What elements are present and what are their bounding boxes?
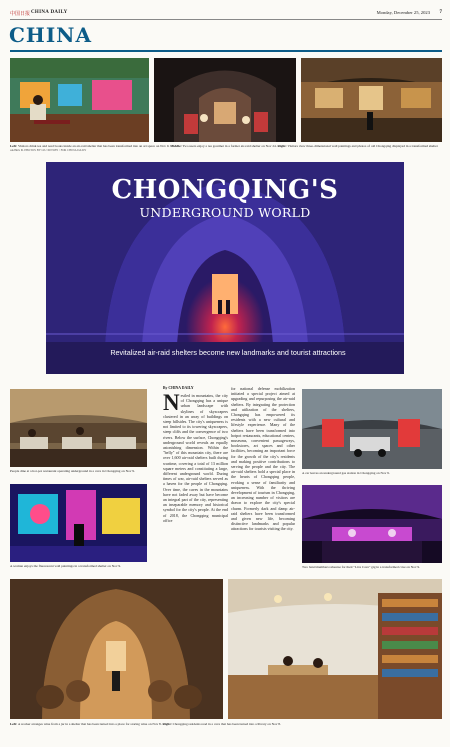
masthead-rule xyxy=(10,19,442,20)
caption-middle-text: Two users enjoy a tea gourmet in a former air-raid shelter on Nov 24. xyxy=(182,144,277,148)
caption-right-label: Right: xyxy=(277,144,287,148)
hero-title-line2: UNDERGROUND WORLD xyxy=(139,205,311,220)
caption-middle-label: Middle: xyxy=(170,144,182,148)
page-number: 7 xyxy=(439,10,442,15)
photo-live-cave-band xyxy=(302,485,442,563)
bottom-caption-right-text: Chongqing residents read in a cave that has been turned into a library on Nov 8. xyxy=(172,722,281,726)
bottom-caption-left-text: A worker arranges wine from a jar in a shelter that has been turned into a place for storing wine on Nov 8. xyxy=(17,722,162,726)
hero-title-line1: CHONGQING'S xyxy=(111,175,339,205)
caption-left-text: Visitors drink tea and read books inside an air-raid shelter that has been transformed into an art space on Nov 9. xyxy=(17,144,170,148)
photo-cave-library xyxy=(228,579,442,719)
photo-credit: PHOTOS BY LIU XINWEI / FOR CHINA DAILY xyxy=(24,148,87,153)
bottom-photo-caption xyxy=(10,722,442,726)
right-caption-2: Two band members rehearse for their "Live Cave" gig in a transformed cave on Nov 9. xyxy=(302,565,420,569)
right-caption-1: A car leaves an underground gas station in Chongqing on Nov 9. xyxy=(302,471,390,475)
hero-subtitle: Revitalized air-raid shelters become new landmarks and tourist attractions xyxy=(110,348,346,357)
byline: By CHINA DAILY xyxy=(163,386,194,390)
article-column-2 xyxy=(231,386,295,575)
section-rule xyxy=(10,50,442,52)
photo-tea-gourmet xyxy=(154,58,296,142)
caption-right-text: Visitors view three-dimensional wall paintings and photos of old Chongqing displayed in a transformed shelter on Nov 9. xyxy=(10,144,438,153)
article-text-col2: for national defense mobilization initiated a special project aimed at upgrading and repurposing the air-raid shelters. By integrating the protection and utilization of the shelters, Chongqing has empowered its residents with a new cultural and lifestyle experience. Many of the shelters have been transformed into hotpot restaurants, educational centers, museums, convenient passageways, bookstores, art spaces and other facilities, becoming an important force for the growth of the city's residents and making positive contributions to serving the people and the city. The air-raid shelters hold a special place in the hearts of Chongqing people, evoking a sense of familiarity and uniqueness. With the thriving development of tourism in Chongqing, an increasing number of visitors are drawn to explore the city's special charm. Formerly dark and damp air-raid shelters have been transformed and given new life, becoming distinctive landmarks and popular attractions for tourists visiting the city. xyxy=(231,386,295,532)
left-caption-1: People dine at a hot-pot restaurant operating underground in a cave in Chongqing on Nov 9. xyxy=(10,469,135,473)
left-caption-2: A woman enjoys the fluorescent wall paintings in a transformed shelter on Nov 9. xyxy=(10,564,121,568)
top-photo-caption xyxy=(10,144,442,152)
bottom-caption-left-label: Left: xyxy=(10,722,18,726)
bottom-caption-right-label: Right: xyxy=(162,722,172,726)
masthead-logo-en: CHINA DAILY xyxy=(31,10,68,15)
article-column-1 xyxy=(163,393,228,575)
photo-underground-gas-station xyxy=(302,389,442,469)
photo-art-space-tea xyxy=(10,58,149,142)
section-title: CHINA xyxy=(9,23,92,47)
photo-3d-wall-paintings xyxy=(301,58,442,142)
dropcap: N xyxy=(163,393,180,415)
masthead-logo-cn: 中国日报 xyxy=(10,12,31,17)
photo-fluorescent-paintings xyxy=(10,484,147,562)
article-text-col1: estled in mountains, the city of Chongqing has a unique urban landscape with skylines of skyscrapers clustered in an array of buildings on steep hillsides. The city's uniqueness is not limited to its towering skyscrapers, steep cliffs and the convergence of two rivers. Below the surface, Chongqing's underground world reveals an equally astonishing dimension. Within the "belly" of this mountain city, there are over 1,600 air-raid shelters built during wartime, covering a total of 13 million square meters and constituting a large, different underground world. During times of war, air-raid shelters served as a haven for the people of Chongqing. Over time, the caves in the mountains have not faded away but have become an integral part of the city, representing an inseparable memory and historical symbol for the city's people. At the end of 2018, the Chongqing municipal office xyxy=(163,393,228,523)
photo-hotpot-restaurant xyxy=(10,389,147,467)
masthead-date: Monday, December 25, 2023 xyxy=(376,10,430,15)
caption-left-label: Left: xyxy=(10,144,18,148)
photo-wine-storage xyxy=(10,579,223,719)
masthead xyxy=(10,9,442,19)
